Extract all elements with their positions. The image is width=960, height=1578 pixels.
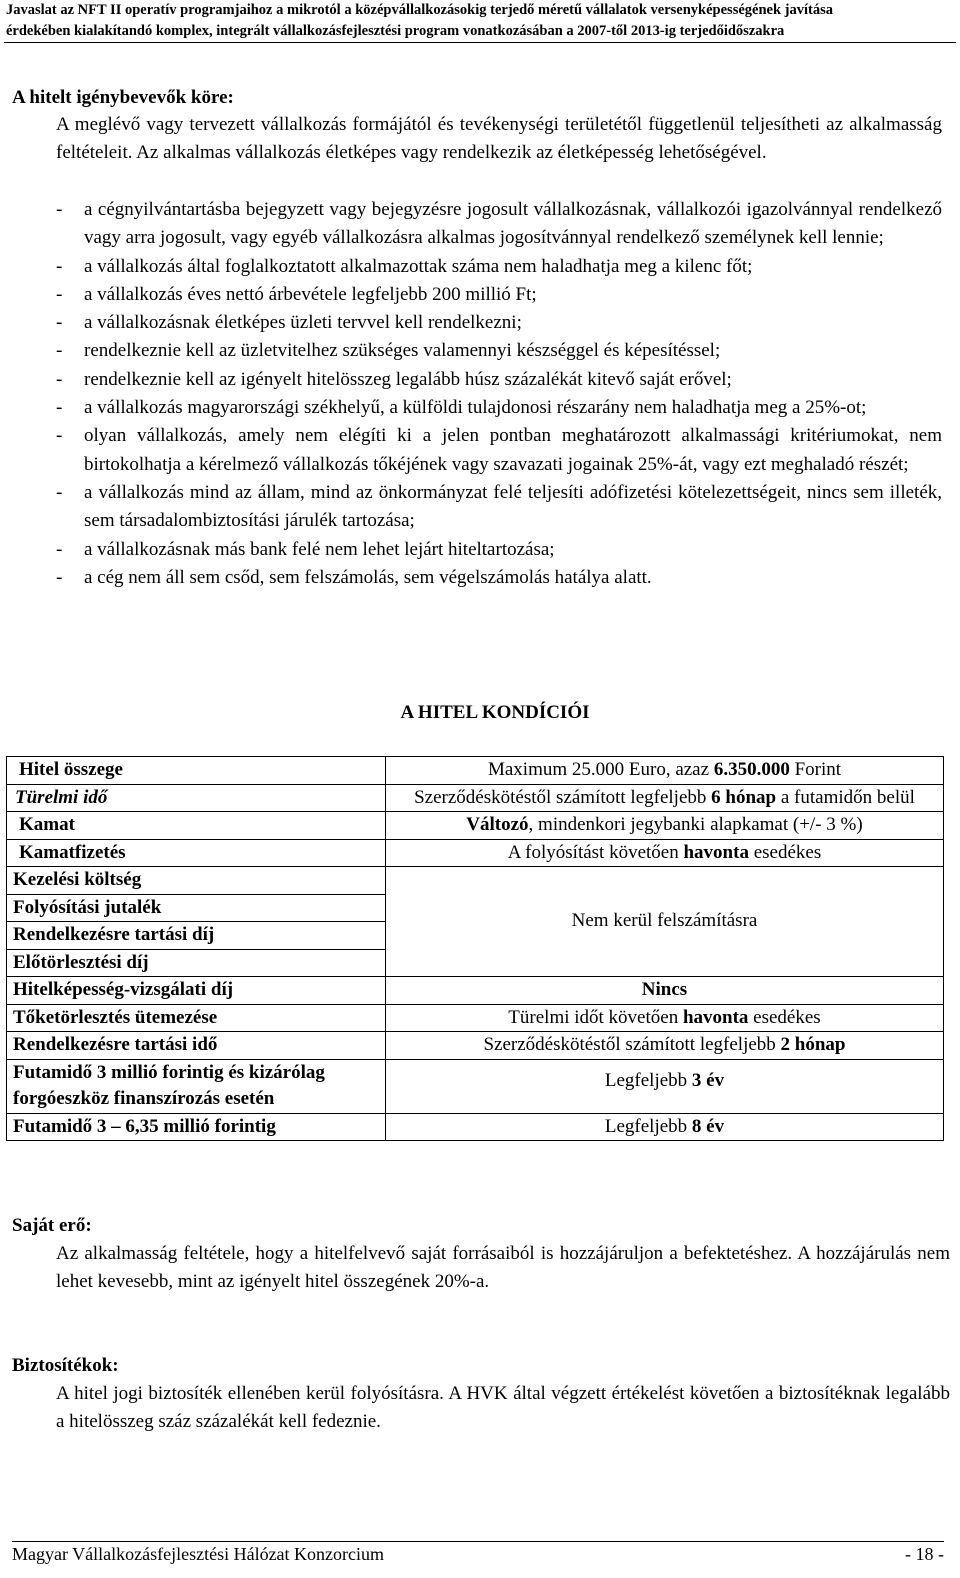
row-label: Türelmi idő [7, 784, 386, 812]
collateral-heading: Biztosítékok: [12, 1355, 119, 1376]
value-bold: 6.350.000 [713, 759, 790, 780]
row-label: Rendelkezésre tartási idő [7, 1032, 386, 1060]
row-label: Előtörlesztési díj [7, 949, 386, 977]
conditions-title: A HITEL KONDÍCIÓI [400, 702, 590, 723]
list-item: - rendelkeznie kell az üzletvitelhez szükséges valamennyi készséggel és képesítéssel; [56, 337, 942, 365]
row-value [386, 1113, 944, 1141]
document-header [6, 0, 956, 42]
eligibility-list [56, 196, 942, 592]
row-label: Rendelkezésre tartási díj [7, 922, 386, 950]
row-value [386, 839, 944, 867]
row-label: Hitel összege [7, 757, 386, 785]
eligibility-heading: A hitelt igénybevevők köre: [12, 87, 234, 108]
table-row [7, 757, 944, 785]
value-text: Szerződéskötéstől számított legfeljebb [483, 1034, 781, 1055]
conditions-table [6, 756, 944, 1141]
document-footer [12, 1544, 944, 1565]
value-text: esedékes [748, 841, 822, 863]
value-bold: havonta [682, 1006, 749, 1028]
value-bold: 2 hónap [780, 1034, 846, 1055]
value-bold: 8 év [691, 1115, 725, 1137]
collateral-text: A hitel jogi biztosíték ellenében kerül folyósításra. A HVK által végzett értékelést követően a biztosítéknak legalább a hitelösszeg száz százalékát kell fedeznie. [56, 1383, 950, 1433]
value-text: a futamidőn belül [776, 786, 915, 808]
value-text: Maximum 25.000 Euro, azaz [487, 759, 714, 780]
list-item: - a vállalkozásnak más bank felé nem lehet lejárt hiteltartozása; [56, 536, 942, 564]
row-value [386, 812, 944, 840]
value-bold: 6 hónap [711, 786, 777, 808]
row-value: Nincs [386, 977, 944, 1005]
value-bold: 3 év [691, 1069, 725, 1091]
list-item: - a cégnyilvántartásba bejegyzett vagy bejegyzésre jogosult vállalkozásnak, vállalkozói igazolvánnyal rendelkező vagy arra jogosult, vagy egyéb vállalkozásra alkalmas jogosítvánnyal rendelkező személynek kell lennie; [56, 196, 942, 253]
eligibility-intro: A meglévő vagy tervezett vállalkozás formájától és tevékenységi területétől függetlenül teljesítheti az alkalmasság feltételeit. Az alkalmas vállalkozás életképes vagy rendelkezik az életképesség lehetőségével. [56, 114, 942, 164]
row-label: Kamat [7, 812, 386, 840]
list-item: - a cég nem áll sem csőd, sem felszámolás, sem végelszámolás hatálya alatt. [56, 564, 942, 592]
value-text: Forint [789, 759, 842, 780]
value-text: , mindenkori jegybanki alapkamat (+/- 3 %) [528, 814, 863, 835]
row-label: Kamatfizetés [7, 839, 386, 867]
header-line-2: érdekében kialakítandó komplex, integrált vállalkozásfejlesztési program vonatkozásában a 2007-től 2013-ig terjedőidőszakra [6, 23, 785, 39]
table-row [7, 977, 944, 1005]
row-label: Folyósítási jutalék [7, 894, 386, 922]
list-item: - a vállalkozás által foglalkoztatott alkalmazottak száma nem haladhatja meg a kilenc főt; [56, 253, 942, 281]
list-item: - a vállalkozás éves nettó árbevétele legfeljebb 200 millió Ft; [56, 281, 942, 309]
table-row [7, 812, 944, 840]
value-bold: havonta [683, 841, 749, 863]
header-line-1: Javaslat az NFT II operatív programjaihoz a mikrotól a középvállalkozásokig terjedő méretű vállalatok versenyképességének javítása [6, 2, 833, 18]
table-row [7, 784, 944, 812]
value-text: Szerződéskötéstől számított legfeljebb [414, 786, 712, 808]
row-value [386, 757, 944, 785]
value-text: A folyósítást követően [507, 841, 684, 863]
value-text: Legfeljebb [604, 1115, 692, 1137]
row-value: Nem kerül felszámításra [386, 867, 944, 977]
footer-divider [12, 1541, 944, 1542]
row-value [386, 1032, 944, 1060]
footer-org: Magyar Vállalkozásfejlesztési Hálózat Konzorcium [12, 1544, 385, 1564]
own-funds-heading: Saját erő: [12, 1215, 92, 1236]
list-item: - olyan vállalkozás, amely nem elégíti ki a jelen pontban meghatározott alkalmassági kritériumokat, nem birtokolhatja a kérelmező vállalkozás tőkéjének vagy szavazati jogainak 25%-át, vagy ezt meghaladó részét; [56, 422, 942, 479]
value-bold: Változó [466, 814, 529, 835]
list-item: - rendelkeznie kell az igényelt hitelösszeg legalább húsz százalékát kitevő saját erővel; [56, 366, 942, 394]
list-item: - a vállalkozás magyarországi székhelyű, a külföldi tulajdonosi részarány nem haladhatja meg a 25%-ot; [56, 394, 942, 422]
page-number: - 18 - [905, 1544, 944, 1564]
row-value [386, 1004, 944, 1032]
row-label: Futamidő 3 – 6,35 millió forintig [7, 1113, 386, 1141]
row-value [386, 784, 944, 812]
own-funds-text: Az alkalmasság feltétele, hogy a hitelfelvevő saját forrásaiból is hozzájáruljon a befektetéshez. A hozzájárulás nem lehet kevesebb, mint az igényelt hitel összegének 20%-a. [56, 1243, 950, 1293]
table-row [7, 1059, 944, 1113]
row-label: Futamidő 3 millió forintig és kizárólag forgóeszköz finanszírozás esetén [7, 1059, 386, 1113]
list-item: - a vállalkozásnak életképes üzleti tervvel kell rendelkezni; [56, 309, 942, 337]
table-row [7, 1032, 944, 1060]
table-row [7, 1113, 944, 1141]
row-label: Hitelképesség-vizsgálati díj [7, 977, 386, 1005]
value-text: Türelmi időt követően [508, 1006, 683, 1028]
row-label: Kezelési költség [7, 867, 386, 895]
value-text: esedékes [748, 1006, 821, 1028]
table-row [7, 1004, 944, 1032]
header-divider [4, 42, 956, 43]
table-row [7, 867, 944, 895]
list-item: - a vállalkozás mind az állam, mind az önkormányzat felé teljesíti adófizetési kötelezettségeit, nincs sem illeték, sem társadalombiztosítási járulék tartozása; [56, 479, 942, 536]
row-label: Tőketörlesztés ütemezése [7, 1004, 386, 1032]
value-text: Legfeljebb [604, 1069, 692, 1091]
row-value [386, 1059, 944, 1113]
table-row [7, 839, 944, 867]
